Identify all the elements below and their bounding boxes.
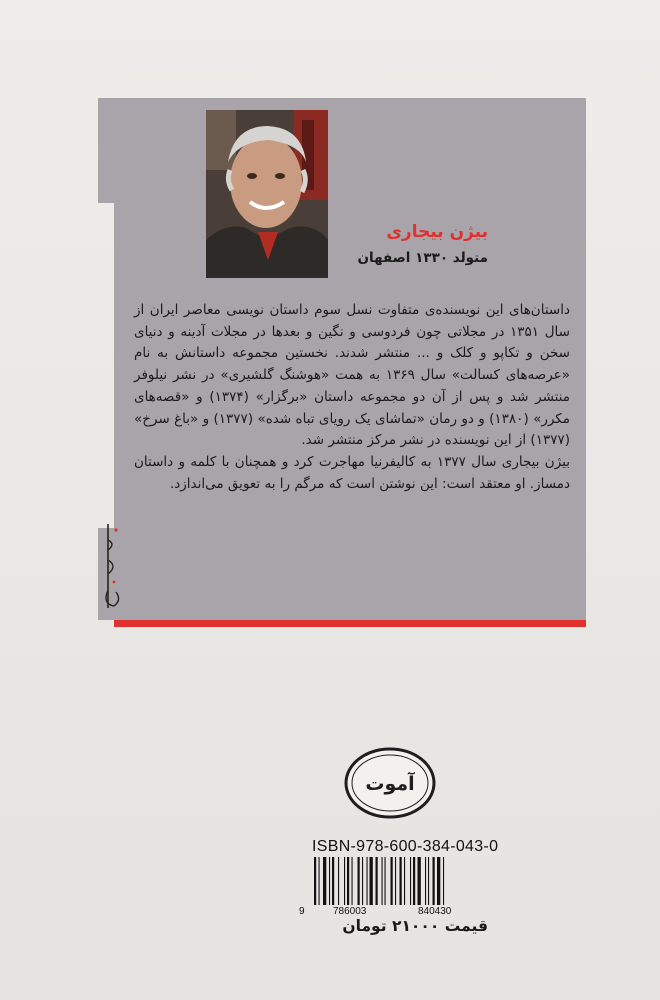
barcode-bar <box>314 857 316 905</box>
barcode <box>312 857 488 905</box>
barcode-bar <box>433 857 435 905</box>
isbn-label: ISBN-978-600-384-043-0 <box>312 838 499 855</box>
barcode-bar <box>400 857 402 905</box>
barcode-bar <box>437 857 440 905</box>
barcode-bar <box>404 857 405 905</box>
bio-paragraph: بیژن بیجاری سال ۱۳۷۷ به کالیفرنیا مهاجرت کرد و همچنان با کلمه و داستان دمساز. او معتقد است: این نوشتن است که مرگم را به تعویق می‌اندازد. <box>134 453 571 492</box>
red-accent-bar <box>114 620 586 627</box>
barcode-bar <box>428 857 429 905</box>
barcode-bar <box>413 857 415 905</box>
barcode-digits-right: 840430 <box>418 906 452 917</box>
barcode-bar <box>319 857 320 905</box>
barcode-bar <box>358 857 360 905</box>
barcode-bar <box>425 857 426 905</box>
barcode-bar <box>362 857 363 905</box>
barcode-bar <box>443 857 444 905</box>
barcode-bar <box>338 857 339 905</box>
price-label: قیمت ۲۱۰۰۰ تومان <box>342 917 488 935</box>
barcode-bar <box>370 857 373 905</box>
barcode-bar <box>376 857 378 905</box>
author-photo <box>206 110 328 278</box>
barcode-digits-left: 786003 <box>333 906 367 917</box>
barcode-bar <box>367 857 368 905</box>
bio-paragraph: داستان‌های این نویسنده‌ی متفاوت نسل سوم داستان نویسی معاصر ایران از سال ۱۳۵۱ در مجلاتی چون فردوسی و نگین و بعدها در مجلات آدینه و دنیای سخن و تکاپو و کلک و ... منتشر شدند. نخستین مجموعه داستانش به نام «عرصه‌های کسالت» سال ۱۳۶۹ به همت «هوشنگ گلشیری» در نشر نیلوفر منتشر شد و پس از آن دو مجموعه داستان «برگزار» (۱۳۷۴) و «قصه‌های مکرر» (۱۳۸۰) و دو رمان «تماشای یک رویای تباه شده» (۱۳۷۷) و «باغ سرخ» (۱۳۷۷) از این نویسنده در نشر مرکز منتشر شد. <box>134 302 570 449</box>
publisher-logo <box>344 746 436 820</box>
barcode-bar <box>410 857 411 905</box>
barcode-bar <box>395 857 396 905</box>
barcode-lead-digit: 9 <box>299 906 305 917</box>
barcode-bar <box>382 857 383 905</box>
barcode-bar <box>329 857 330 905</box>
barcode-bar <box>323 857 326 905</box>
author-birth-info: متولد ۱۳۳۰ اصفهان <box>357 250 488 266</box>
barcode-bar <box>332 857 334 905</box>
barcode-bar <box>352 857 353 905</box>
barcode-bar <box>418 857 421 905</box>
barcode-bar <box>385 857 386 905</box>
barcode-bar <box>344 857 345 905</box>
author-biography <box>134 300 570 495</box>
author-name: بیژن بیجاری <box>386 222 488 242</box>
barcode-bar <box>391 857 393 905</box>
spine-logo-icon <box>100 520 124 612</box>
barcode-bar <box>347 857 349 905</box>
publisher-logo-text: آموت <box>365 773 415 795</box>
